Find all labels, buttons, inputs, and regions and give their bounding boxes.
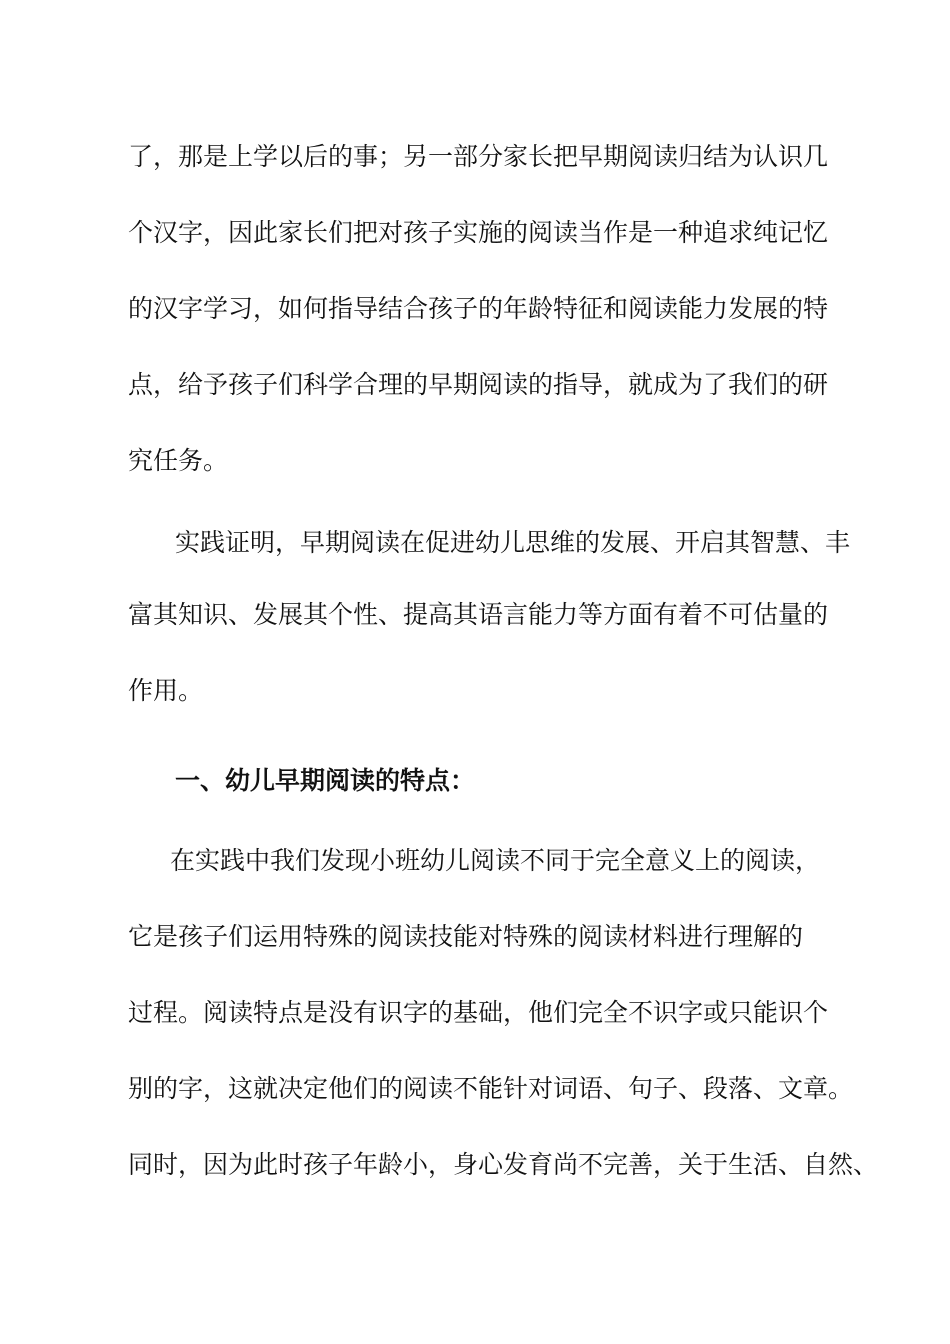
paragraph-1-line-2: 个汉字，因此家长们把对孩子实施的阅读当作是一种追求纯记忆 — [128, 218, 829, 247]
paragraph-1-line-1: 了，那是上学以后的事；另一部分家长把早期阅读归结为认识几 — [128, 142, 829, 171]
paragraph-3-line-3: 过程。阅读特点是没有识字的基础，他们完全不识字或只能识个 — [128, 998, 829, 1027]
paragraph-3-line-4: 别的字，这就决定他们的阅读不能针对词语、句子、段落、文章。 — [128, 1074, 854, 1103]
paragraph-3-line-2: 它是孩子们运用特殊的阅读技能对特殊的阅读材料进行理解的 — [128, 922, 804, 951]
paragraph-2-line-2: 富其知识、发展其个性、提高其语言能力等方面有着不可估量的 — [128, 600, 829, 629]
paragraph-1-line-4: 点，给予孩子们科学合理的早期阅读的指导，就成为了我们的研 — [128, 370, 829, 399]
section-heading: 一、幼儿早期阅读的特点： — [175, 766, 476, 795]
paragraph-1-line-3: 的汉字学习，如何指导结合孩子的年龄特征和阅读能力发展的特 — [128, 294, 829, 323]
paragraph-3-line-5: 同时，因为此时孩子年龄小，身心发育尚不完善，关于生活、自然、 — [128, 1150, 879, 1179]
paragraph-1-line-5: 究任务。 — [128, 446, 229, 475]
paragraph-2-line-1: 实践证明，早期阅读在促进幼儿思维的发展、开启其智慧、丰 — [175, 528, 851, 557]
paragraph-3-line-1: 在实践中我们发现小班幼儿阅读不同于完全意义上的阅读， — [170, 846, 821, 875]
paragraph-2-line-3: 作用。 — [128, 676, 204, 705]
